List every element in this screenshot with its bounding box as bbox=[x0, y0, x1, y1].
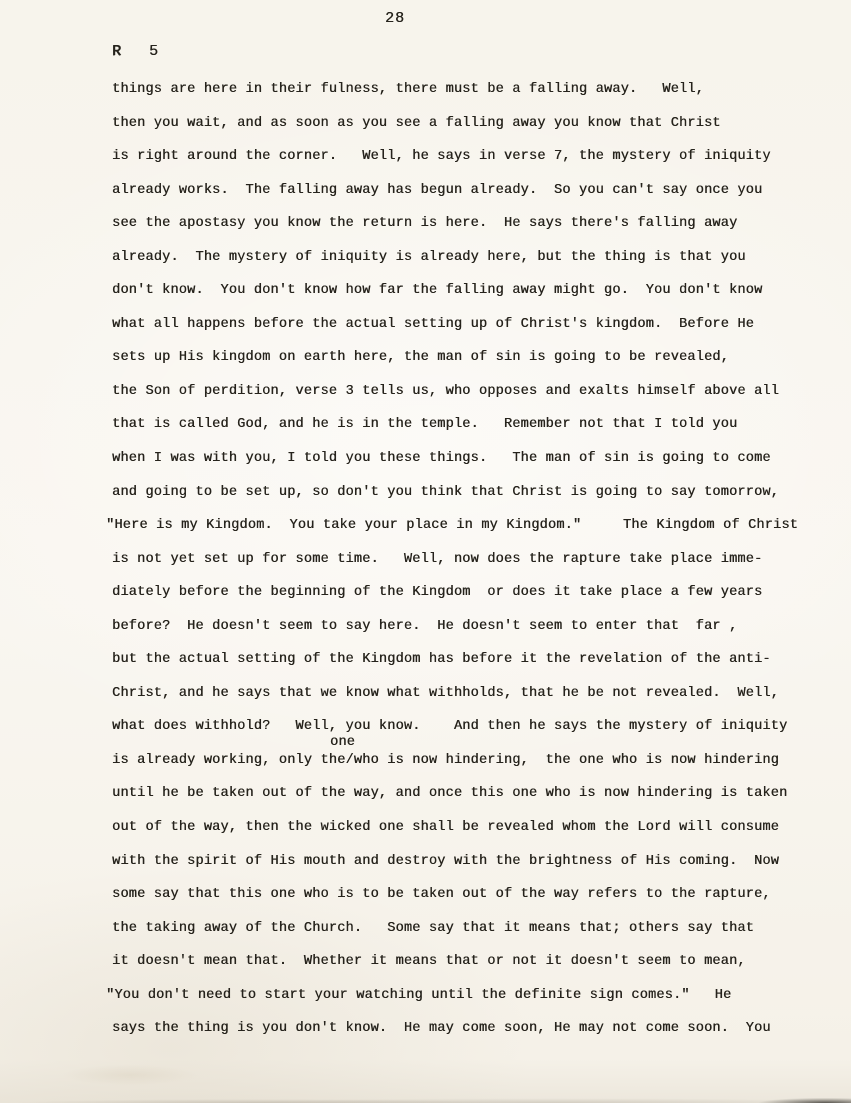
typed-line: is already working, only the/who is now hindering, the one who is now hindering one bbox=[112, 734, 780, 768]
typed-line: with the spirit of His mouth and destroy with the brightness of His coming. Now bbox=[112, 853, 780, 869]
reel-number: 5 bbox=[149, 43, 159, 60]
typed-text bbox=[106, 80, 822, 1053]
paper-smudge bbox=[40, 1060, 220, 1090]
typed-line: don't know. You don't know how far the falling away might go. You don't know bbox=[112, 283, 763, 299]
reel-marking bbox=[112, 43, 158, 60]
typed-line: says the thing is you don't know. He may come soon, He may not come soon. You bbox=[112, 1021, 771, 1037]
typed-line: is right around the corner. Well, he says in verse 7, the mystery of iniquity bbox=[112, 149, 771, 165]
typed-line: is not yet set up for some time. Well, now does the rapture take place imme- bbox=[112, 551, 763, 567]
typed-line: but the actual setting of the Kingdom has before it the revelation of the anti- bbox=[112, 652, 771, 668]
typed-line: "Here is my Kingdom. You take your place in my Kingdom." The Kingdom of Christ bbox=[106, 518, 799, 534]
typed-line: the Son of perdition, verse 3 tells us, who opposes and exalts himself above all bbox=[112, 383, 780, 399]
typed-line: it doesn't mean that. Whether it means that or not it doesn't seem to mean, bbox=[112, 954, 746, 970]
reel-letter: R bbox=[112, 43, 122, 60]
scan-edge-shadow bbox=[0, 1093, 851, 1103]
typed-line: what all happens before the actual setting up of Christ's kingdom. Before He bbox=[112, 316, 754, 332]
typed-line: out of the way, then the wicked one shall be revealed whom the Lord will consume bbox=[112, 820, 780, 836]
typed-line: when I was with you, I told you these things. The man of sin is going to come bbox=[112, 451, 771, 467]
interlinear-insertion: one bbox=[330, 734, 356, 750]
typed-line: diately before the beginning of the Kingdom or does it take place a few years bbox=[112, 585, 763, 601]
typed-line: that is called God, and he is in the temple. Remember not that I told you bbox=[112, 417, 738, 433]
typed-line: sets up His kingdom on earth here, the man of sin is going to be revealed, bbox=[112, 350, 729, 366]
typed-line: already works. The falling away has begun already. So you can't say once you bbox=[112, 182, 763, 198]
typed-line: before? He doesn't seem to say here. He doesn't seem to enter that far , bbox=[112, 618, 738, 634]
typed-line: already. The mystery of iniquity is already here, but the thing is that you bbox=[112, 249, 746, 265]
typed-line: see the apostasy you know the return is here. He says there's falling away bbox=[112, 216, 738, 232]
typed-line: what does withhold? Well, you know. And then he says the mystery of iniquity bbox=[112, 719, 788, 735]
typed-line: things are here in their fulness, there must be a falling away. Well, bbox=[112, 82, 704, 97]
typed-line: some say that this one who is to be taken out of the way refers to the rapture, bbox=[112, 887, 771, 903]
typed-line: and going to be set up, so don't you think that Christ is going to say tomorrow, bbox=[112, 484, 780, 500]
typed-line: until he be taken out of the way, and once this one who is now hindering is taken bbox=[112, 786, 788, 802]
typed-line: then you wait, and as soon as you see a falling away you know that Christ bbox=[112, 115, 721, 131]
page-number: 28 bbox=[384, 10, 405, 27]
typed-line: Christ, and he says that we know what withholds, that he be not revealed. Well, bbox=[112, 685, 780, 701]
typed-line: the taking away of the Church. Some say that it means that; others say that bbox=[112, 920, 754, 936]
typed-line: "You don't need to start your watching until the definite sign comes." He bbox=[106, 987, 732, 1003]
